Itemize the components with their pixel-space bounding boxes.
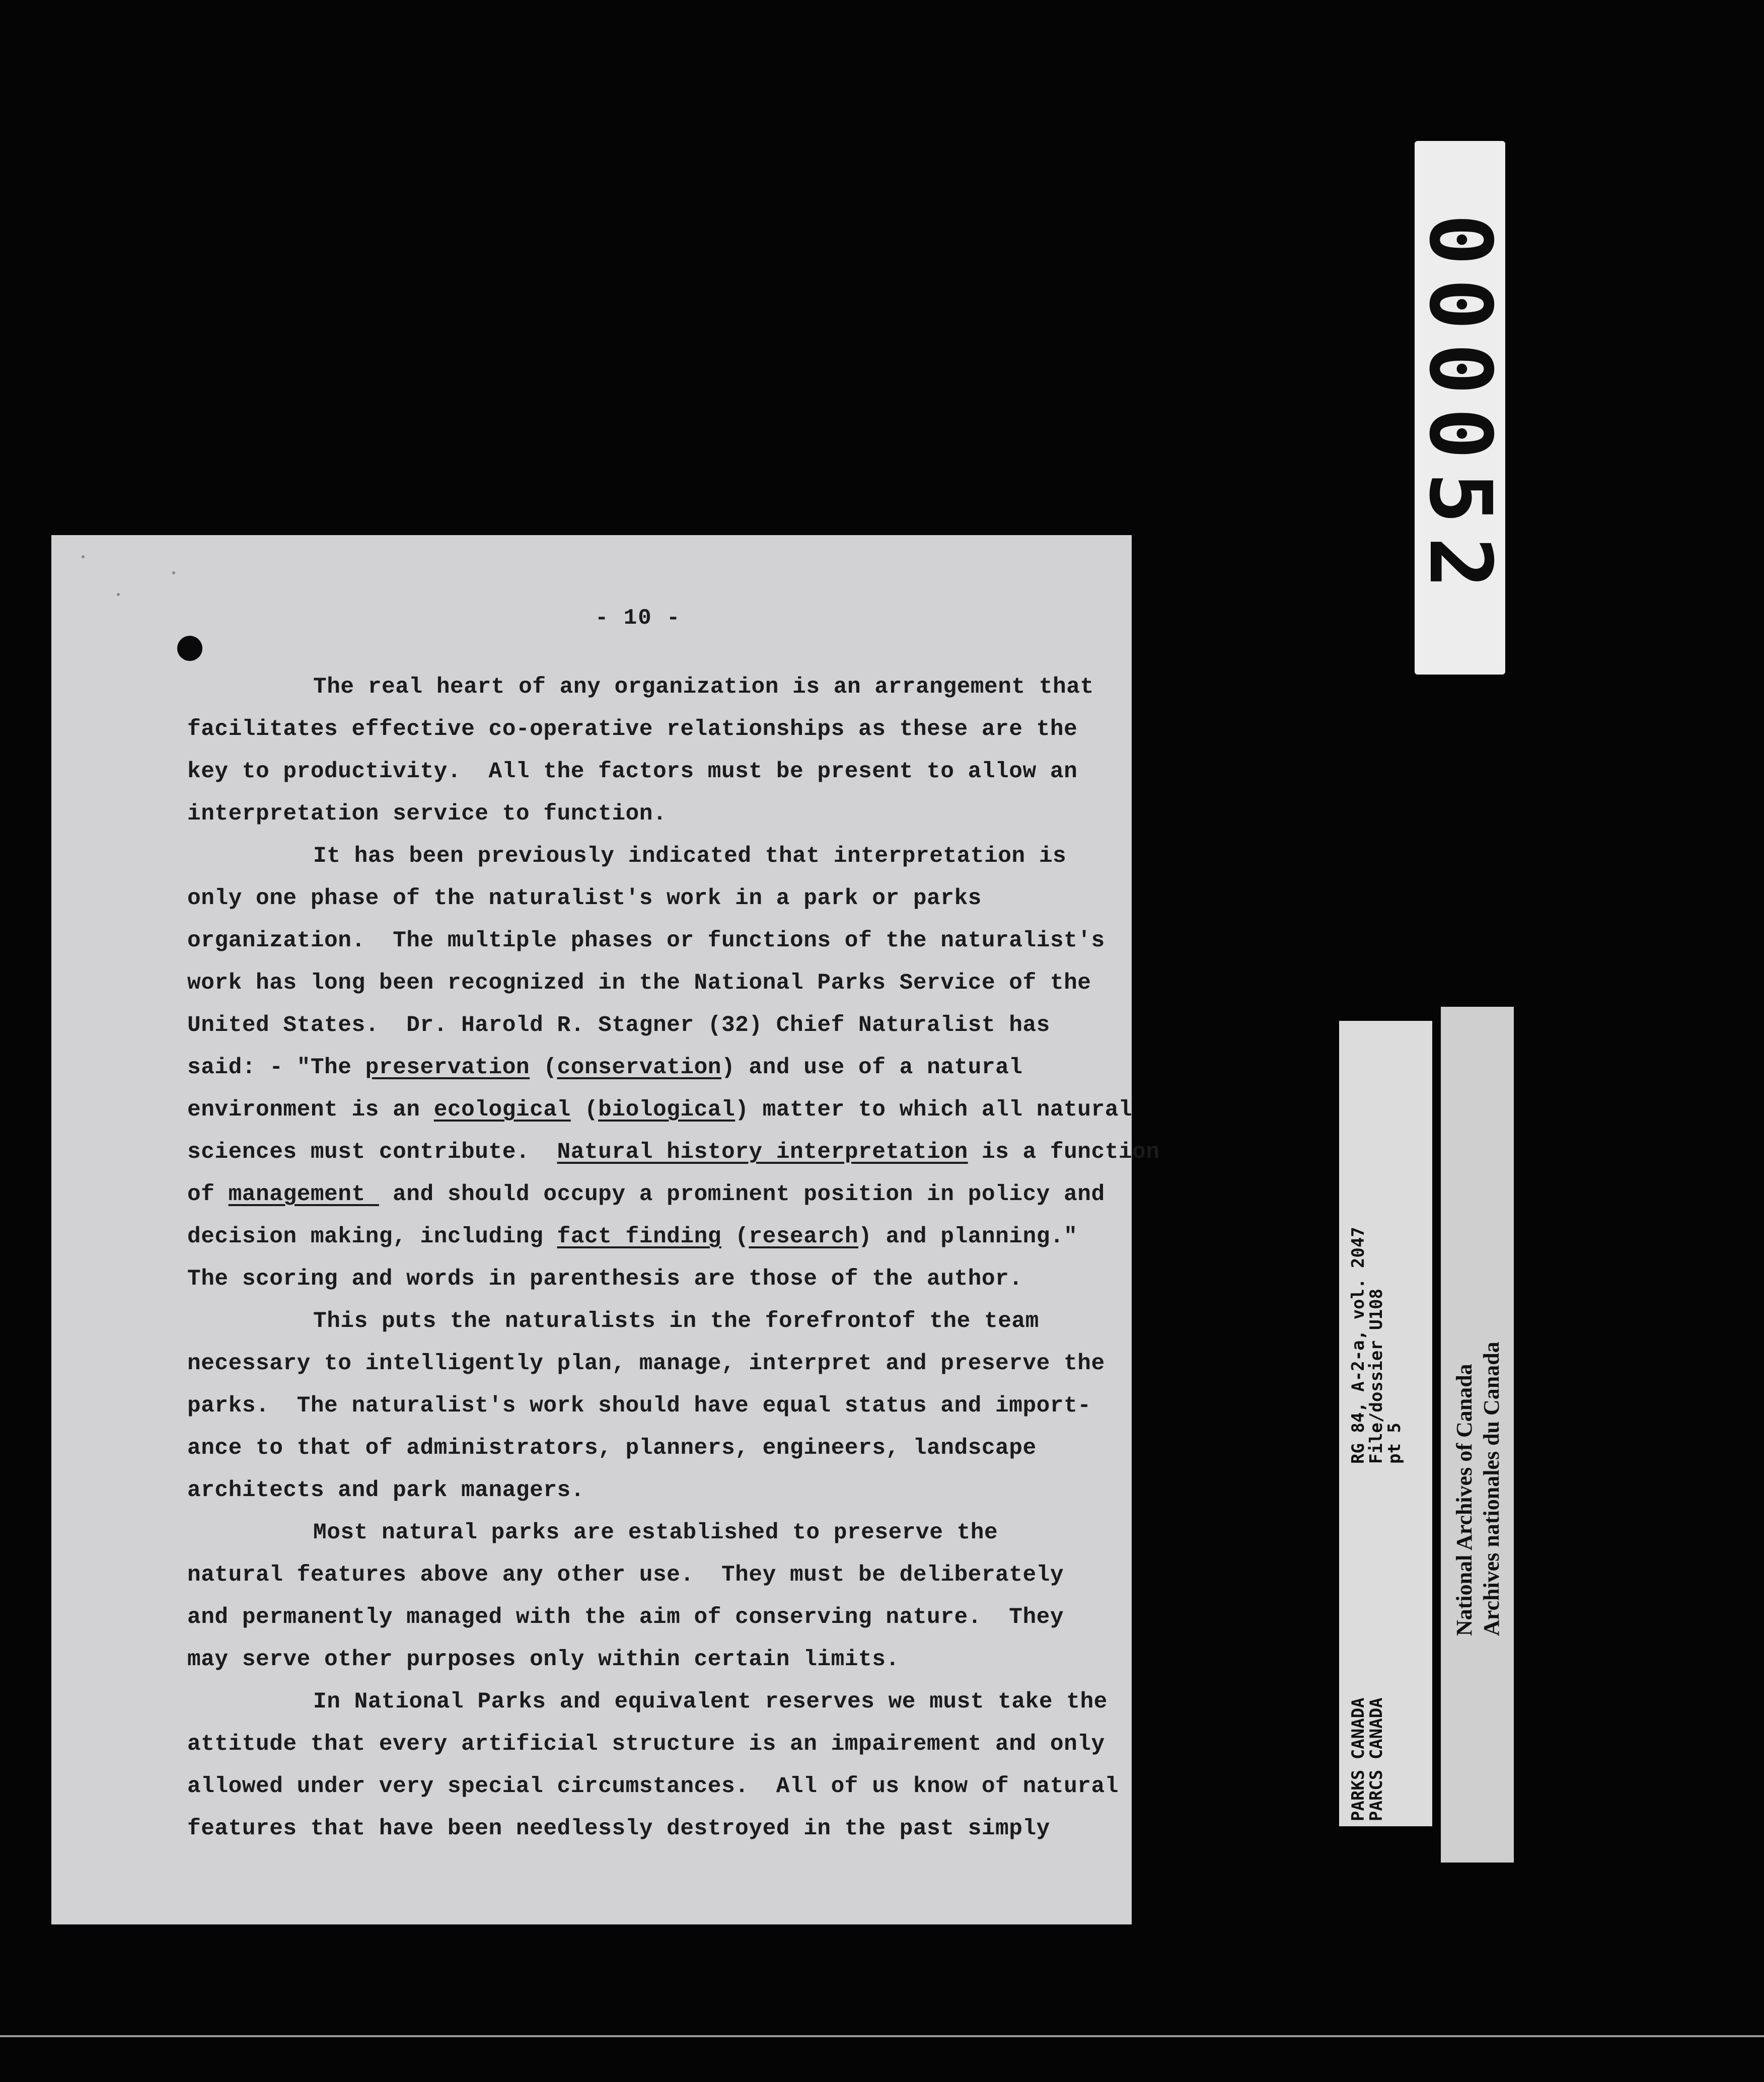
text-line xyxy=(187,1216,1144,1258)
body-text xyxy=(187,666,1160,1850)
archives-name xyxy=(1451,1342,1505,1636)
text-segment: ) and planning." xyxy=(858,1224,1078,1249)
text-segment: organization. The multiple phases or functions of the naturalist's xyxy=(187,928,1105,953)
document-page xyxy=(51,535,1160,1924)
text-segment: The real heart of any organization is an arrangement that xyxy=(313,675,1094,700)
reference-line: File/dossier U108 xyxy=(1366,1289,1386,1464)
text-segment: The scoring and words in parenthesis are those of the author. xyxy=(187,1267,1023,1292)
archives-name-card xyxy=(1441,1007,1514,1863)
text-segment: attitude that every artificial structure is an impairement and only xyxy=(187,1732,1105,1757)
underlined-term: research xyxy=(749,1224,859,1249)
text-line xyxy=(187,1131,1160,1173)
text-segment: Most natural parks are established to preserve the xyxy=(313,1520,998,1545)
text-segment: United States. Dr. Harold R. Stagner (32) Chief Naturalist has xyxy=(187,1013,1050,1038)
text-segment: ( xyxy=(570,1097,599,1123)
text-segment: In National Parks and equivalent reserves we must take the xyxy=(313,1689,1108,1715)
text-line xyxy=(187,835,1144,877)
text-segment: ) and use of a natural xyxy=(721,1055,1023,1080)
text-line xyxy=(187,920,1144,962)
text-line xyxy=(187,877,1144,920)
text-segment: interpretation service to function. xyxy=(187,801,667,827)
text-segment: natural features above any other use. They must be deliberately xyxy=(187,1563,1064,1588)
text-segment: ance to that of administrators, planners, engineers, landscape xyxy=(187,1436,1037,1461)
underlined-term: fact finding xyxy=(557,1224,721,1249)
text-segment: may serve other purposes only within certain limits. xyxy=(187,1647,900,1672)
text-line xyxy=(187,1554,1144,1596)
text-line xyxy=(187,1300,1144,1343)
agency-line: PARCS CANADA xyxy=(1366,1697,1386,1821)
text-line xyxy=(187,1385,1144,1427)
text-segment: decision making, including xyxy=(187,1224,557,1249)
text-line xyxy=(187,1723,1144,1765)
text-line xyxy=(187,1089,1144,1131)
text-line xyxy=(187,1427,1144,1469)
text-segment: only one phase of the naturalist's work in a park or parks xyxy=(187,886,982,911)
underlined-term: ecological xyxy=(433,1097,571,1123)
text-segment: It has been previously indicated that interpretation is xyxy=(313,844,1067,869)
text-line xyxy=(187,1004,1144,1047)
divider xyxy=(0,2035,1764,2037)
dust-speck xyxy=(117,593,120,596)
text-line xyxy=(187,1596,1144,1639)
text-segment: necessary to intelligently plan, manage, interpret and preserve the xyxy=(187,1351,1105,1376)
text-segment: sciences must contribute. xyxy=(187,1140,557,1165)
text-segment: key to productivity. All the factors must be present to allow an xyxy=(187,759,1078,784)
text-line xyxy=(187,962,1144,1004)
text-line xyxy=(187,1258,1144,1300)
archives-name-french: Archives nationales du Canada xyxy=(1479,1342,1504,1636)
underlined-term: conservation xyxy=(557,1055,721,1080)
text-segment: allowed under very special circumstances. All of us know of natural xyxy=(187,1774,1119,1799)
underlined-term: management xyxy=(228,1182,379,1207)
text-line xyxy=(187,708,1144,751)
text-segment: ) matter to which all natural xyxy=(735,1097,1133,1123)
text-segment: environment is an xyxy=(187,1097,434,1123)
text-line xyxy=(187,1343,1144,1385)
text-segment: and should occupy a prominent position in policy and xyxy=(379,1182,1105,1207)
text-line xyxy=(187,1047,1144,1089)
agency-line: PARKS CANADA xyxy=(1348,1697,1368,1821)
text-line xyxy=(187,1469,1144,1512)
dust-speck xyxy=(82,555,85,558)
text-line xyxy=(187,1639,1144,1681)
punch-hole xyxy=(177,636,202,661)
text-segment: ( xyxy=(530,1055,557,1080)
archive-reference-text xyxy=(1349,1227,1404,1464)
text-line xyxy=(187,1173,1144,1216)
page-number: - 10 - xyxy=(595,606,681,631)
text-segment: work has long been recognized in the National Parks Service of the xyxy=(187,971,1091,996)
frame-counter-number: 000052 xyxy=(1410,213,1510,602)
text-line xyxy=(187,1681,1144,1723)
agency-name xyxy=(1349,1697,1385,1821)
text-segment: features that have been needlessly destroyed in the past simply xyxy=(187,1816,1050,1841)
text-segment: architects and park managers. xyxy=(187,1478,584,1503)
text-line xyxy=(187,1765,1144,1808)
text-segment: and permanently managed with the aim of conserving nature. They xyxy=(187,1605,1064,1630)
text-line xyxy=(187,1808,1144,1850)
text-line xyxy=(187,666,1144,708)
text-segment: facilitates effective co-operative relationships as these are the xyxy=(187,717,1078,742)
underlined-term: biological xyxy=(598,1097,736,1123)
dust-speck xyxy=(172,571,175,574)
text-line xyxy=(187,793,1144,835)
reference-line: RG 84, A-2-a, vol. 2047 xyxy=(1348,1227,1368,1464)
text-segment: said: - "The xyxy=(187,1055,365,1080)
text-segment: is a function xyxy=(968,1140,1160,1165)
text-segment: of xyxy=(187,1182,229,1207)
text-segment: parks. The naturalist's work should have equal status and import- xyxy=(187,1393,1091,1419)
underlined-term: preservation xyxy=(365,1055,530,1080)
underlined-term: Natural history interpretation xyxy=(557,1140,968,1165)
archive-reference-card xyxy=(1339,1021,1432,1826)
text-segment: ( xyxy=(721,1224,749,1249)
reference-line: pt 5 xyxy=(1384,1423,1405,1464)
text-segment: This puts the naturalists in the forefrontof the team xyxy=(313,1309,1039,1334)
archives-name-english: National Archives of Canada xyxy=(1452,1364,1477,1636)
text-line xyxy=(187,1512,1144,1554)
frame-counter-label xyxy=(1410,141,1510,675)
text-line xyxy=(187,751,1144,793)
